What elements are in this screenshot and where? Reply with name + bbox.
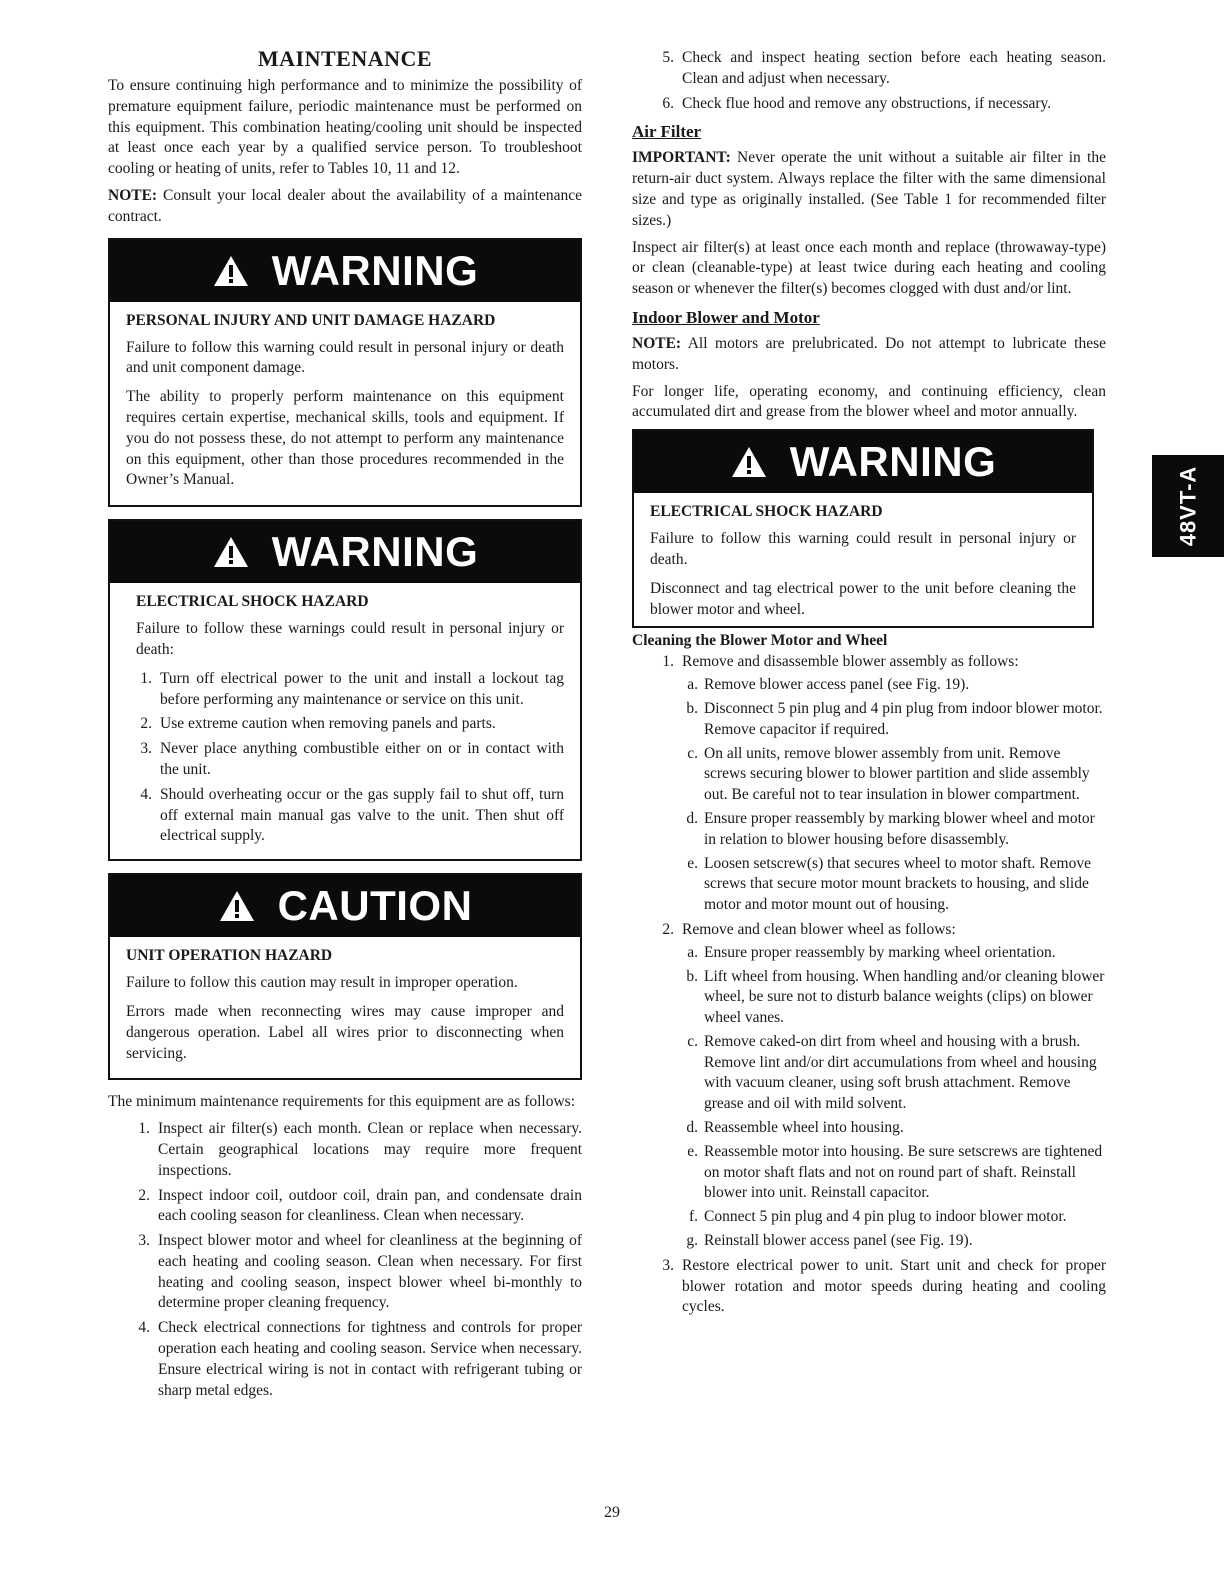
sub-list-item: a. Remove blower access panel (see Fig. 19). [687, 676, 970, 694]
maintenance-list-continued [632, 48, 1106, 114]
sub-list-item: e. Loosen setscrew(s) that secures wheel to motor shaft. Remove screws that secure motor mount brackets to housing, and slide motor and motor mount out of housing. [687, 854, 1091, 914]
important-text: Never operate the unit without a suitable air filter in the return-air duct system. Always replace the filter with the same dimensional size and type as originally installed. (See Table 1 for recommended filter sizes.) [632, 149, 1106, 229]
warning-word: WARNING [271, 528, 479, 576]
right-column [632, 48, 1106, 1324]
warning-triangle-icon [212, 254, 250, 288]
note-paragraph [632, 334, 1106, 376]
sub-list [682, 675, 1106, 916]
list-item: 3. Never place anything combustible either on or in contact with the unit. [140, 740, 564, 778]
cleaning-heading: Cleaning the Blower Motor and Wheel [632, 632, 888, 650]
caution-banner [110, 875, 580, 937]
air-filter-heading: Air Filter [632, 122, 702, 142]
inspect-paragraph: Inspect air filter(s) at least once each month and replace (throwaway-type) or clean (cleanable-type) at least twice during each heating and cooling season or whenever the filter(s) becomes clogged with dust and/or lint. [632, 238, 1106, 298]
warning-banner [634, 431, 1092, 493]
sub-list-item: d. Ensure proper reassembly by marking blower wheel and motor in relation to blower housing before disassembly. [686, 809, 1095, 848]
caution-word: CAUTION [277, 882, 473, 930]
list-item: 3. Restore electrical power to unit. Start unit and check for proper blower rotation and motor speeds during heating and cooling cycles. [662, 1256, 1106, 1316]
sub-list-item: f. Connect 5 pin plug and 4 pin plug to indoor blower motor. [688, 1208, 1067, 1226]
sub-list-item: c. On all units, remove blower assembly from unit. Remove screws securing blower to blower partition and slide assembly out. Be careful not to tear insulation in blower compartment. [687, 744, 1090, 804]
min-requirements-intro: The minimum maintenance requirements for this equipment are as follows: [108, 1093, 576, 1111]
sub-list-item: g. Reinstall blower access panel (see Fig. 19). [686, 1232, 973, 1250]
longer-life-paragraph: For longer life, operating economy, and continuing efficiency, clean accumulated dirt and grease from the blower wheel and motor annually. [632, 382, 1106, 421]
sub-list-item: b. Lift wheel from housing. When handling and/or cleaning blower wheel, be sure not to disturb balance weights (clips) on blower wheel vanes. [686, 967, 1105, 1027]
blower-heading: Indoor Blower and Motor [632, 307, 820, 327]
warning-banner [110, 240, 580, 302]
hazard-title: ELECTRICAL SHOCK HAZARD [136, 593, 369, 611]
important-label: IMPORTANT: [632, 149, 731, 167]
sub-list-item: d. Reassemble wheel into housing. [686, 1119, 904, 1137]
warning-triangle-icon [212, 535, 250, 569]
list-item: 2. Inspect indoor coil, outdoor coil, drain pan, and condensate drain each cooling season for cleanliness. Clean when necessary. [138, 1186, 582, 1225]
list-item: 1. Inspect air filter(s) each month. Clean or replace when necessary. Certain geographical locations may require more frequent inspections. [138, 1120, 582, 1179]
sub-list-item: b. Disconnect 5 pin plug and 4 pin plug from indoor blower motor. Remove capacitor if required. [686, 699, 1103, 738]
sub-list-item: e. Reassemble motor into housing. Be sure setscrews are tightened on motor shaft flats and not on round part of shaft. Reinstall blower into unit. Reinstall capacitor. [687, 1142, 1103, 1202]
note-label: NOTE: [108, 186, 158, 204]
caution-box [108, 873, 582, 1080]
warning-word: WARNING [789, 438, 997, 486]
note-text: All motors are prelubricated. Do not attempt to lubricate these motors. [632, 334, 1106, 373]
warning-word: WARNING [271, 246, 479, 294]
list-item: 6. Check flue hood and remove any obstructions, if necessary. [662, 94, 1052, 112]
sub-list-item: a. Ensure proper reassembly by marking wheel orientation. [687, 943, 1056, 961]
sub-list-item: c. Remove caked-on dirt from wheel and housing with a brush. Remove lint and/or dirt accumulations from wheel and housing with vacuum cleaner, using soft brush attachment. Remove grease and oil with mild solvent. [687, 1032, 1097, 1113]
warning-text: The ability to properly perform maintenance on this equipment requires certain expertise, mechanical skills, tools and equipment. If you do not possess these, do not attempt to perform any maintenance on this equipment, other than those procedures recommended in the Owner’s Manual. [126, 388, 564, 489]
warning-text: Failure to follow this warning could result in personal injury or death. [650, 530, 1076, 568]
cleaning-steps [632, 652, 1106, 1318]
sub-list [682, 943, 1106, 1252]
caution-triangle-icon [218, 889, 256, 923]
list-item: 5. Check and inspect heating section before each heating season. Clean and adjust when necessary. [662, 49, 1106, 87]
hazard-title: PERSONAL INJURY AND UNIT DAMAGE HAZARD [126, 311, 496, 329]
hazard-title: UNIT OPERATION HAZARD [126, 947, 333, 965]
warning-list [136, 669, 564, 847]
warning-triangle-icon [730, 445, 768, 479]
important-paragraph [632, 148, 1106, 231]
list-item: 1. Turn off electrical power to the unit and install a lockout tag before performing any maintenance or service on this unit. [140, 669, 564, 708]
warning-box-electrical-shock [108, 519, 582, 861]
section-title: MAINTENANCE [257, 46, 433, 71]
side-tab-label: 48VT-A [1175, 465, 1200, 547]
caution-text: Failure to follow this caution may result in improper operation. [126, 974, 518, 992]
warning-box-blower [632, 429, 1094, 628]
side-tab [1152, 455, 1224, 557]
warning-text: Failure to follow these warnings could result in personal injury or death: [136, 620, 564, 658]
list-item: 4. Should overheating occur or the gas supply fail to shut off, turn off external main manual gas valve to the unit. Then shut off electrical supply. [140, 785, 564, 845]
list-item: 4. Check electrical connections for tightness and controls for proper operation each heating and cooling season. Service when necessary. Ensure electrical wiring is not in contact with refrigerant tubing or sharp metal edges. [138, 1319, 582, 1399]
caution-text: Errors made when reconnecting wires may cause improper and dangerous operation. Label all wires prior to disconnecting when servicing. [126, 1002, 564, 1062]
warning-text: Disconnect and tag electrical power to the unit before cleaning the blower motor and wheel. [650, 579, 1076, 618]
note-label: NOTE: [632, 334, 682, 352]
warning-text: Failure to follow this warning could result in personal injury or death and unit component damage. [126, 338, 564, 377]
left-column [108, 44, 582, 1407]
list-item: 2. Remove and clean blower wheel as follows: a. Ensure proper reassembly by marking wheel orientation. b. Lift wheel from housing. When handling and/or cleaning blower wheel, be sure not to disturb balance weights (clips) on blower wheel vanes. c. Remove caked-on dirt from wheel and housing with a brush. Remove lint and/or dirt accumulations from wheel and housing with vacuum cleaner, using soft brush attachment. Remove grease and oil with mild solvent. d. Reassemble wheel into housing. e. Reassemble motor into housing. Be sure setscrews are tightened on motor shaft flats and not on round part of shaft. Reinstall blower into unit. Reinstall capacitor. f. Connect 5 pin plug and 4 pin plug to indoor blower motor. g. Reinstall blower access panel (see Fig. 19). [632, 920, 1106, 1252]
warning-banner [110, 521, 580, 583]
list-item: 2. Use extreme caution when removing panels and parts. [140, 715, 496, 733]
intro-paragraph: To ensure continuing high performance and to minimize the possibility of premature equipment failure, periodic maintenance must be performed on this equipment. This combination heating/cooling unit should be inspected at least once each year by a qualified service person. To troubleshoot cooling or heating of units, refer to Tables 10, 11 and 12. [108, 77, 582, 178]
hazard-title: ELECTRICAL SHOCK HAZARD [650, 503, 883, 521]
list-item: 3. Inspect blower motor and wheel for cleanliness at the beginning of each heating and cooling season. Clean when necessary. For first heating and cooling season, inspect blower wheel bi-monthly to determine proper cleaning frequency. [138, 1232, 582, 1312]
page-number: 29 [604, 1504, 620, 1521]
list-item: 1. Remove and disassemble blower assembly as follows: a. Remove blower access panel (see Fig. 19). b. Disconnect 5 pin plug and 4 pin plug from indoor blower motor. Remove capacitor if required. c. On all units, remove blower assembly from unit. Remove screws securing blower to blower partition and slide assembly out. Be careful not to tear insulation in blower compartment. d. Ensure proper reassembly by marking blower wheel and motor in relation to blower housing before disassembly. e. Loosen setscrew(s) that secures wheel to motor shaft. Remove screws that secure motor mount brackets to housing, and slide motor and motor mount out of housing. [632, 652, 1106, 916]
note-paragraph [108, 186, 582, 228]
warning-box-personal-injury [108, 238, 582, 508]
note-text: Consult your local dealer about the availability of a maintenance contract. [108, 186, 582, 225]
maintenance-list [108, 1119, 582, 1401]
